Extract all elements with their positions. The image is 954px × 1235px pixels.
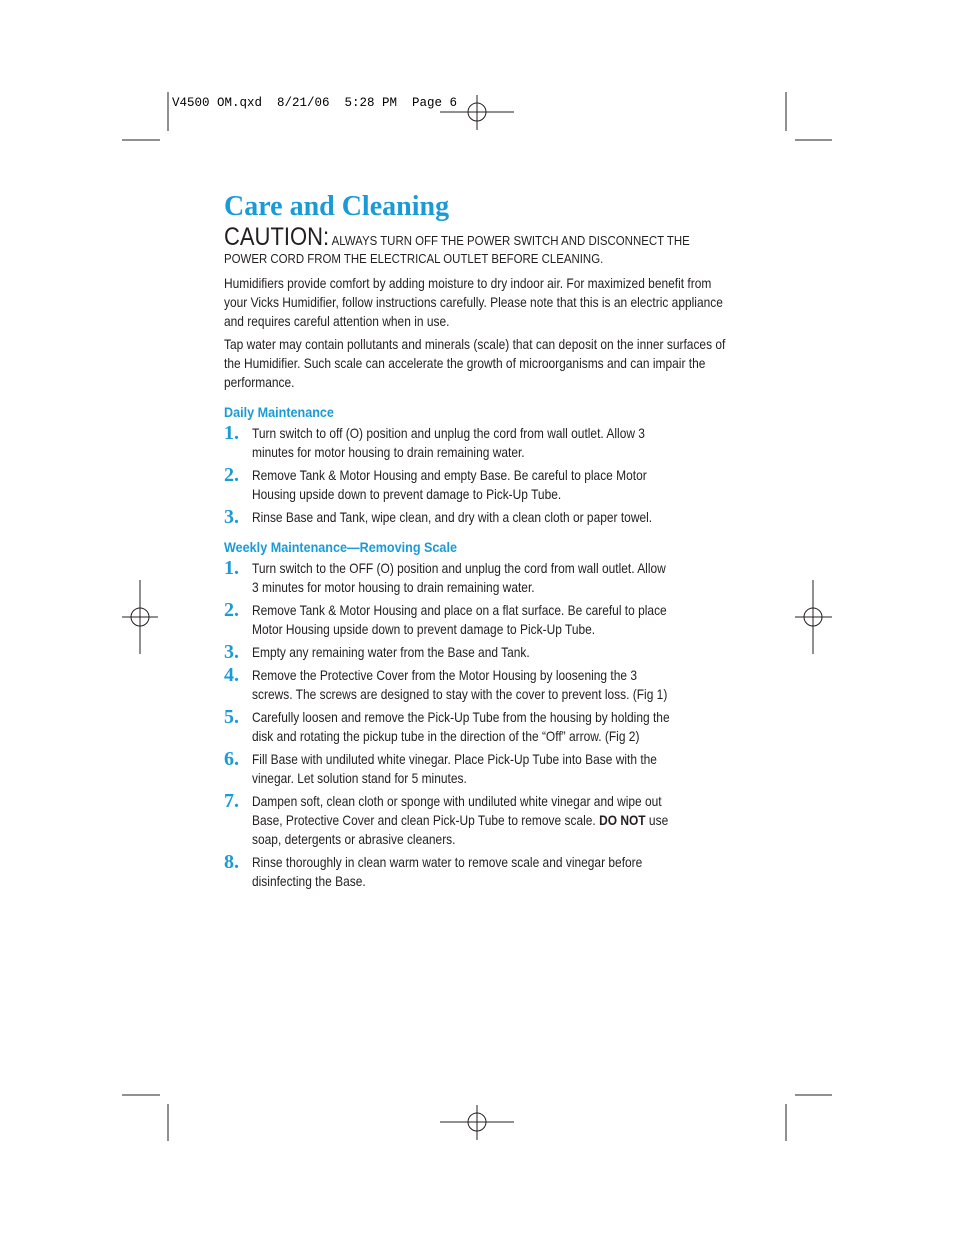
list-item xyxy=(224,424,732,462)
step-text: Empty any remaining water from the Base and Tank. xyxy=(252,645,530,660)
page-content xyxy=(224,190,732,895)
step-number: 4. xyxy=(224,664,239,686)
step-text: Rinse Base and Tank, wipe clean, and dry with a clean cloth or paper towel. xyxy=(252,510,653,525)
step-text: Turn switch to the OFF (O) position and unplug the cord from wall outlet. Allow 3 minutes for motor housing to drain remaining water. xyxy=(252,561,666,595)
step-text-part: use soap, detergents or abrasive cleaners. xyxy=(252,813,669,847)
list-item xyxy=(224,666,732,704)
page-title: Care and Cleaning xyxy=(224,191,450,222)
step-text xyxy=(252,792,674,849)
list-item xyxy=(224,708,732,746)
step-number: 1. xyxy=(224,422,239,444)
step-text: Remove Tank & Motor Housing and place on a flat surface. Be careful to place Motor Housing upside down to prevent damage to Pick-Up Tube. xyxy=(252,603,667,637)
step-text: Carefully loosen and remove the Pick-Up Tube from the housing by holding the disk and rotating the pickup tube in the direction of the “Off” arrow. (Fig 2) xyxy=(252,710,670,744)
step-number: 3. xyxy=(224,641,239,663)
caution-label: CAUTION: xyxy=(224,223,330,251)
caution-notice xyxy=(224,223,734,268)
list-item xyxy=(224,792,732,849)
step-text: Remove the Protective Cover from the Motor Housing by loosening the 3 screws. The screws are designed to stay with the cover to prevent loss. (Fig 1) xyxy=(252,668,668,702)
step-number: 1. xyxy=(224,557,239,579)
step-number: 3. xyxy=(224,506,239,528)
caution-text: ALWAYS TURN OFF THE POWER SWITCH AND DISCONNECT THE POWER CORD FROM THE ELECTRICAL OUTLET BEFORE CLEANING. xyxy=(224,233,690,266)
list-item xyxy=(224,643,732,662)
print-slug: V4500 OM.qxd 8/21/06 5:28 PM Page 6 xyxy=(172,96,458,110)
step-text: Remove Tank & Motor Housing and empty Base. Be careful to place Motor Housing upside down to prevent damage to Pick-Up Tube. xyxy=(252,468,647,502)
intro-paragraph-2: Tap water may contain pollutants and minerals (scale) that can deposit on the inner surfaces of the Humidifier. Such scale can accelerate the growth of microorganisms and can impair the performance. xyxy=(224,337,726,390)
step-text: Rinse thoroughly in clean warm water to remove scale and vinegar before disinfecting the Base. xyxy=(252,855,643,889)
list-item xyxy=(224,508,732,527)
step-number: 6. xyxy=(224,748,239,770)
daily-maintenance-heading: Daily Maintenance xyxy=(224,404,334,420)
weekly-steps-list xyxy=(224,559,732,891)
daily-steps-list xyxy=(224,424,732,527)
step-number: 8. xyxy=(224,851,239,873)
step-text: Turn switch to off (O) position and unplug the cord from wall outlet. Allow 3 minutes for motor housing to drain remaining water. xyxy=(252,426,645,460)
intro-paragraph-1: Humidifiers provide comfort by adding moisture to dry indoor air. For maximized benefit from your Vicks Humidifier, follow instructions carefully. Please note that this is an electric appliance and requires careful attention when in use. xyxy=(224,276,723,329)
step-number: 2. xyxy=(224,599,239,621)
step-number: 5. xyxy=(224,706,239,728)
do-not-emphasis: DO NOT xyxy=(599,813,646,828)
step-text-part: Dampen soft, clean cloth or sponge with undiluted white vinegar and wipe out Base, Protective Cover and clean Pick-Up Tube to remove scale. xyxy=(252,794,662,828)
list-item xyxy=(224,750,732,788)
list-item xyxy=(224,466,732,504)
step-number: 7. xyxy=(224,790,239,812)
step-text: Fill Base with undiluted white vinegar. Place Pick-Up Tube into Base with the vinegar. Let solution stand for 5 minutes. xyxy=(252,752,657,786)
list-item xyxy=(224,601,732,639)
list-item xyxy=(224,853,732,891)
list-item xyxy=(224,559,732,597)
weekly-maintenance-heading: Weekly Maintenance—Removing Scale xyxy=(224,539,457,555)
step-number: 2. xyxy=(224,464,239,486)
